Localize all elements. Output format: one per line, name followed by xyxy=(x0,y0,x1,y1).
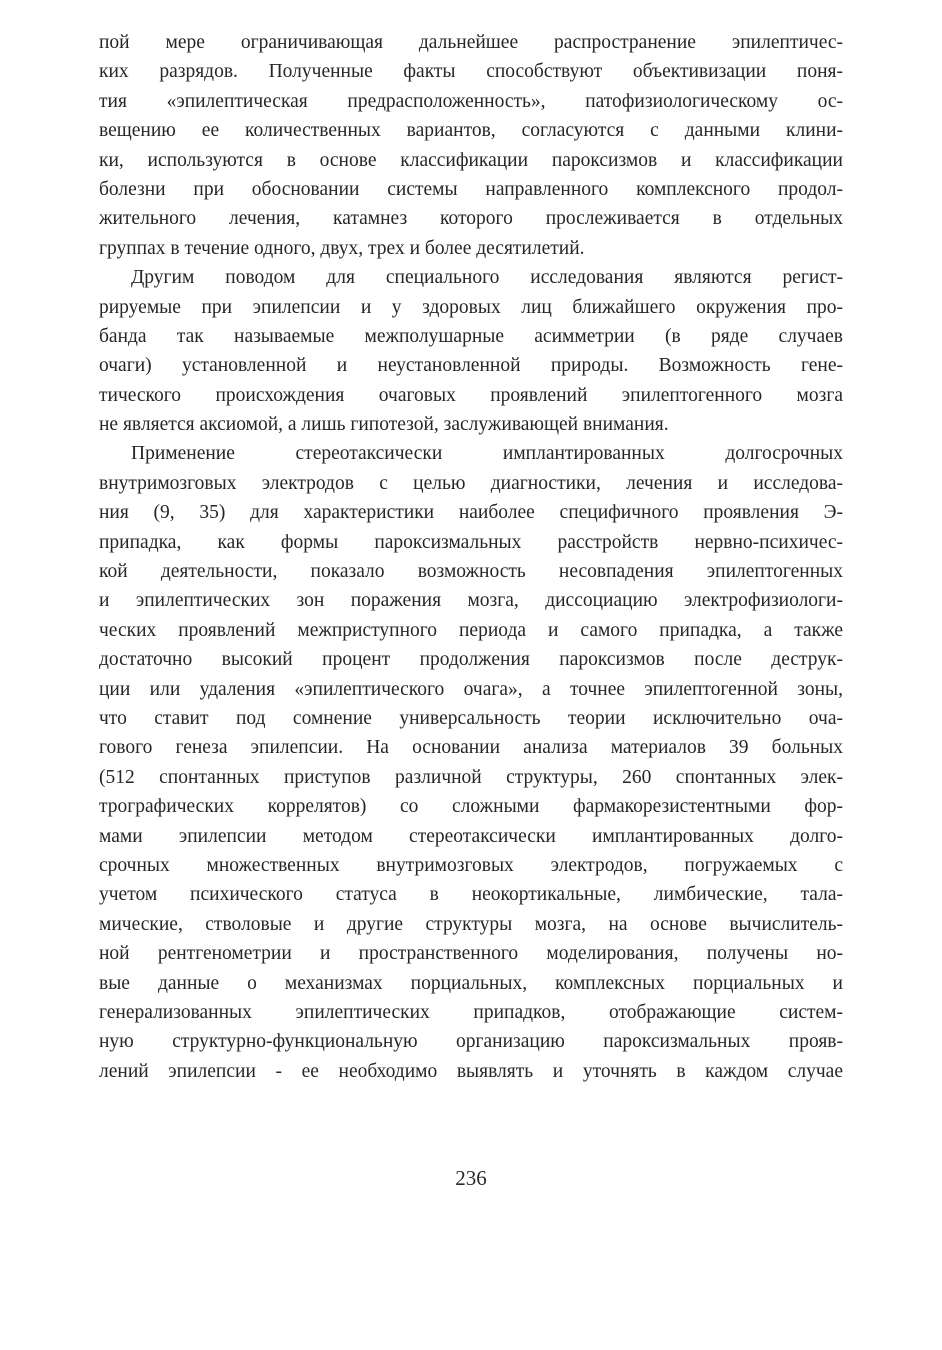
text-line: банда так называемые межполушарные асимметрии (в ряде случаев xyxy=(99,325,843,347)
text-line: пой мере ограничивающая дальнейшее распространение эпилептичес- xyxy=(99,32,843,53)
text-line: очаги) установленной и неустановленной природы. Возможность гене- xyxy=(99,355,843,377)
text-line: учетом психического статуса в неокортикальные, лимбические, тала- xyxy=(99,884,843,906)
text-line: ких разрядов. Полученные факты способствуют объективизации поня- xyxy=(99,61,843,83)
text-line: тия «эпилептическая предрасположенность», патофизиологическому ос- xyxy=(99,90,843,112)
text-line: лений эпилепсии - ее необходимо выявлять и уточнять в каждом случае xyxy=(99,1060,843,1082)
paragraph-3 xyxy=(99,439,843,1086)
text-line: ния (9, 35) для характеристики наиболее специфичного проявления Э- xyxy=(99,502,843,524)
text-line: (512 спонтанных приступов различной структуры, 260 спонтанных элек- xyxy=(99,766,843,788)
text-line: трографических коррелятов) со сложными фармакорезистентными фор- xyxy=(99,796,843,818)
text-line: гового генеза эпилепсии. На основании анализа материалов 39 больных xyxy=(99,737,843,759)
text-line: группах в течение одного, двух, трех и более десятилетий. xyxy=(99,237,585,259)
text-line: не является аксиомой, а лишь гипотезой, заслуживающей внимания. xyxy=(99,414,669,436)
text-line: внутримозговых электродов с целью диагностики, лечения и исследова- xyxy=(99,472,843,494)
text-line: мами эпилепсии методом стереотаксически имплантированных долго- xyxy=(99,825,843,847)
text-line: ции или удаления «эпилептического очага», а точнее эпилептогенной зоны, xyxy=(99,678,843,700)
text-line: ную структурно-функциональную организацию пароксизмальных прояв- xyxy=(99,1031,843,1053)
page-number: 236 xyxy=(455,1166,487,1190)
text-line: ки, используются в основе классификации пароксизмов и классификации xyxy=(99,149,843,171)
text-line: ческих проявлений межприступного периода и самого припадка, а также xyxy=(99,619,843,641)
text-line: жительного лечения, катамнез которого прослеживается в отдельных xyxy=(99,208,843,230)
paragraph-2 xyxy=(99,263,843,439)
text-line: вещению ее количественных вариантов, согласуются с данными клини- xyxy=(99,120,843,142)
text-line: мические, стволовые и другие структуры мозга, на основе вычислитель- xyxy=(99,913,843,935)
text-line: срочных множественных внутримозговых электродов, погружаемых с xyxy=(99,854,843,876)
text-line: и эпилептических зон поражения мозга, диссоциацию электрофизиологи- xyxy=(99,590,843,612)
text-line: вые данные о механизмах порциальных, комплексных порциальных и xyxy=(99,972,843,994)
text-line: Применение стереотаксически имплантированных долгосрочных xyxy=(131,443,843,465)
text-line: что ставит под сомнение универсальность теории исключительно оча- xyxy=(99,707,843,729)
text-line: достаточно высокий процент продолжения пароксизмов после деструк- xyxy=(99,649,843,671)
text-line: припадка, как формы пароксизмальных расстройств нервно-психичес- xyxy=(99,531,843,553)
page-body xyxy=(99,28,843,1086)
text-line: генерализованных эпилептических припадков, отображающие систем- xyxy=(99,1001,843,1023)
text-line: Другим поводом для специального исследования являются регист- xyxy=(131,267,843,289)
text-line: тического происхождения очаговых проявлений эпилептогенного мозга xyxy=(99,384,843,406)
text-line: болезни при обосновании системы направленного комплексного продол- xyxy=(99,178,843,200)
text-line: кой деятельности, показало возможность несовпадения эпилептогенных xyxy=(99,561,843,583)
text-line: рируемые при эпилепсии и у здоровых лиц ближайшего окружения про- xyxy=(99,296,843,318)
text-line: ной рентгенометрии и пространственного моделирования, получены но- xyxy=(99,943,843,965)
paragraph-1 xyxy=(99,28,843,263)
